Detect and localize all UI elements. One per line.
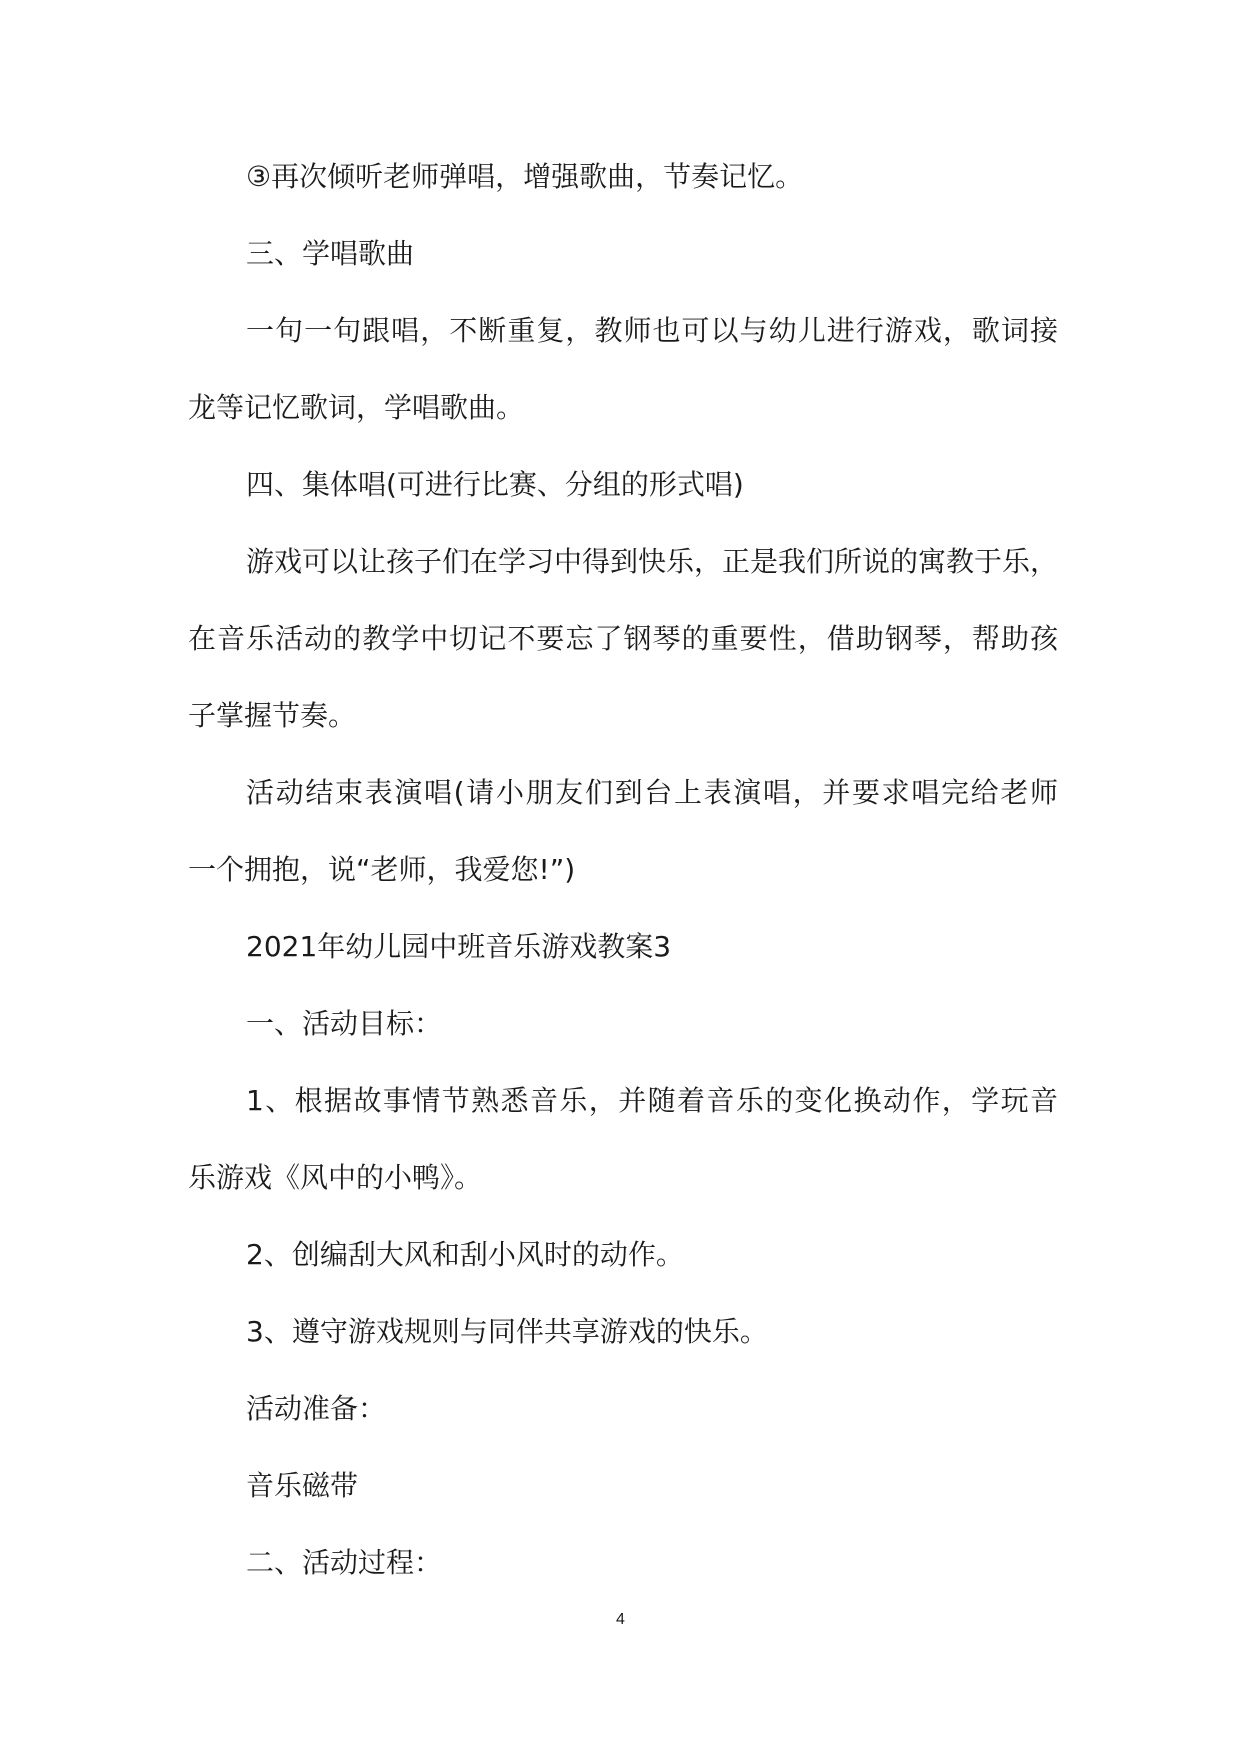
paragraph-line: ③再次倾听老师弹唱，增强歌曲，节奏记忆。 <box>246 160 804 193</box>
section-heading: 二、活动过程： <box>246 1546 443 1579</box>
section-heading: 活动准备： <box>246 1392 387 1425</box>
paragraph-line: 一个拥抱，说“老师，我爱您!”) <box>188 853 576 886</box>
paragraph-line: 1、根据故事情节熟悉音乐，并随着音乐的变化换动作，学玩音 <box>246 1084 1058 1117</box>
section-heading: 三、学唱歌曲 <box>246 237 415 270</box>
paragraph-line: 游戏可以让孩子们在学习中得到快乐，正是我们所说的寓教于乐， <box>246 545 1059 578</box>
paragraph-line: 龙等记忆歌词，学唱歌曲。 <box>188 391 525 424</box>
section-heading: 四、集体唱(可进行比赛、分组的形式唱) <box>246 468 744 501</box>
paragraph-line: 活动结束表演唱(请小朋友们到台上表演唱，并要求唱完给老师 <box>246 776 1058 809</box>
document-body <box>188 138 1058 1601</box>
paragraph-line: 乐游戏《风中的小鸭》。 <box>188 1161 483 1194</box>
paragraph-line: 子掌握节奏。 <box>188 699 357 732</box>
page-number: 4 <box>616 1611 625 1628</box>
paragraph-line: 在音乐活动的教学中切记不要忘了钢琴的重要性，借助钢琴，帮助孩 <box>188 622 1058 655</box>
document-title: 2021年幼儿园中班音乐游戏教案3 <box>246 930 672 963</box>
list-item: 3、遵守游戏规则与同伴共享游戏的快乐。 <box>246 1315 768 1348</box>
paragraph-line: 一句一句跟唱，不断重复，教师也可以与幼儿进行游戏，歌词接 <box>246 314 1058 347</box>
list-item: 2、创编刮大风和刮小风时的动作。 <box>246 1238 684 1271</box>
section-heading: 一、活动目标： <box>246 1007 443 1040</box>
paragraph-line: 音乐磁带 <box>246 1469 359 1502</box>
